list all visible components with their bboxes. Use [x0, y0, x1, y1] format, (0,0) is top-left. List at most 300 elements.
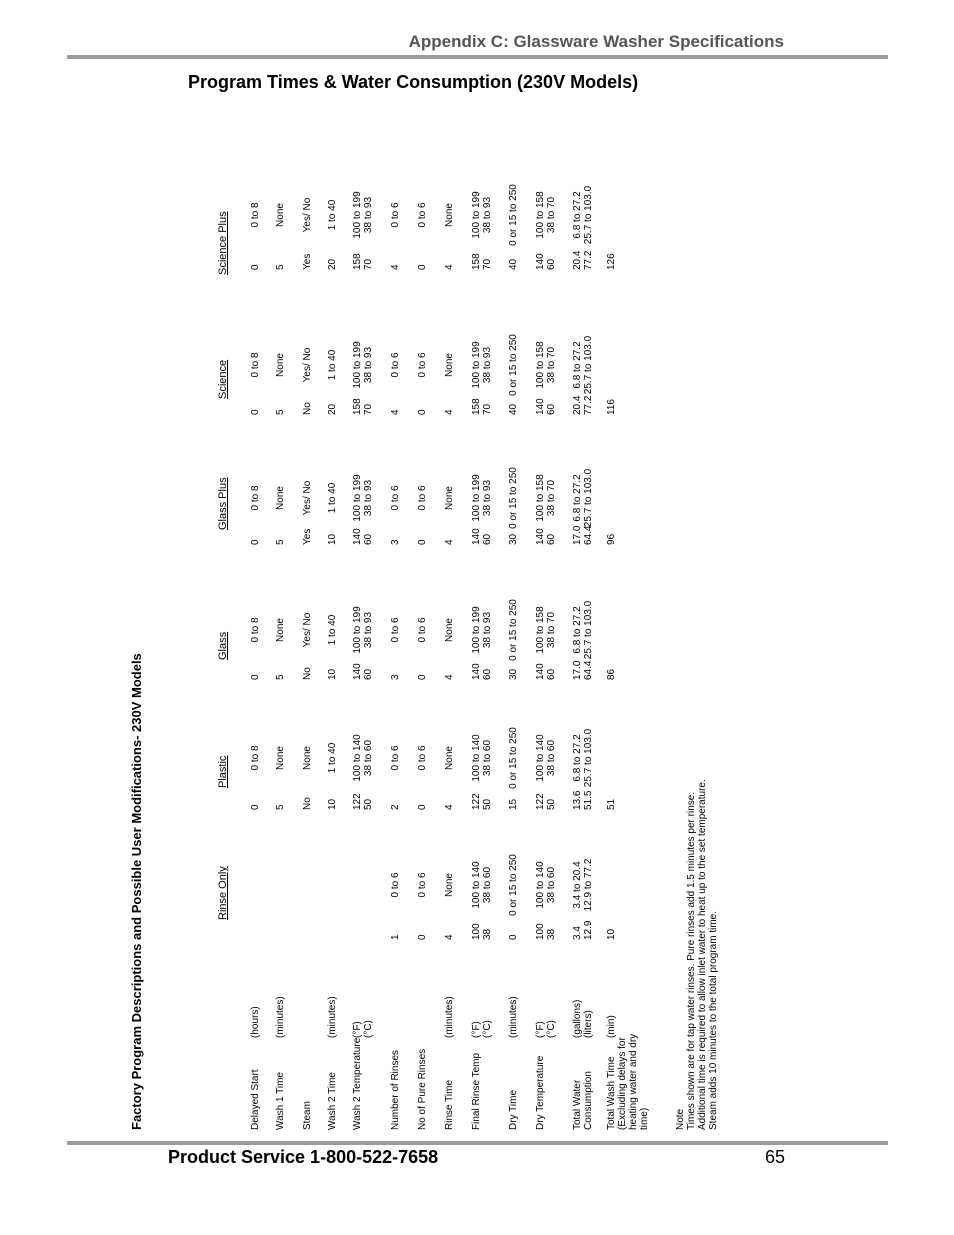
row-label: [508, 1090, 519, 1130]
adjustable-range: [327, 615, 338, 646]
row-unit-line: (°C): [482, 1020, 493, 1038]
default-value-line: 3.4: [572, 926, 583, 940]
adjustable-range-line: 0 to 6: [417, 352, 428, 378]
adjustable-range: [390, 352, 401, 377]
adjustable-range-line: 1 to 40: [327, 349, 338, 381]
page-title: Program Times & Water Consumption (230V Models): [188, 72, 639, 92]
default-value-line: 0: [250, 804, 261, 810]
default-value: [535, 528, 557, 545]
default-value: [250, 409, 261, 415]
adjustable-range: [508, 467, 519, 529]
adjustable-range-line: 38 to 93: [363, 479, 374, 517]
adjustable-range: [327, 483, 338, 514]
row-unit-line: (minutes): [327, 996, 338, 1038]
adjustable-range-line: 6.8 to 27.2: [572, 474, 583, 522]
default-value: [444, 804, 455, 810]
adjustable-range-line: 100 to 158: [535, 606, 546, 654]
default-value: [327, 534, 338, 545]
adjustable-range-line: 100 to 199: [352, 606, 363, 654]
default-value: [417, 804, 428, 810]
default-value: [275, 409, 286, 415]
row-unit-line: (min): [606, 1015, 617, 1038]
adjustable-range-line: 0 to 6: [390, 617, 401, 643]
adjustable-range-line: 0 or 15 to 250: [508, 334, 519, 396]
adjustable-range: [535, 861, 557, 908]
default-value: [606, 399, 617, 415]
default-value: [327, 669, 338, 680]
row-label-line: Wash 2 Temperature: [352, 1037, 363, 1130]
adjustable-range-line: 38 to 60: [482, 739, 493, 777]
default-value-line: 77.2: [583, 395, 594, 415]
row-unit-line: (minutes): [275, 996, 286, 1038]
default-value-line: 10: [327, 668, 338, 680]
adjustable-range: [471, 734, 493, 781]
default-value-line: Yes: [302, 253, 313, 270]
row-label-line: time): [639, 1107, 650, 1130]
default-value: [535, 663, 557, 680]
adjustable-range-line: 100 to 199: [471, 474, 482, 522]
default-value-line: 40: [508, 403, 519, 415]
adjustable-range: [352, 474, 374, 521]
adjustable-range: [275, 203, 286, 227]
default-value: [327, 799, 338, 810]
default-value: [390, 539, 401, 545]
default-value: [444, 409, 455, 415]
adjustable-range-line: 6.8 to 27.2: [572, 606, 583, 654]
row-unit-line: (hours): [250, 1006, 261, 1038]
default-value-line: 50: [363, 798, 374, 810]
adjustable-range-line: 38 to 70: [546, 479, 557, 517]
default-value-line: 15: [508, 798, 519, 810]
adjustable-range-line: 0 or 15 to 250: [508, 727, 519, 789]
note-heading: Note: [675, 1108, 686, 1130]
adjustable-range-line: 0 to 6: [417, 202, 428, 228]
row-unit-line: (°F): [535, 1021, 546, 1038]
adjustable-range: [417, 202, 428, 227]
adjustable-range: [572, 601, 594, 659]
default-value-line: 4: [390, 409, 401, 415]
row-label-line: Total Water: [572, 1079, 583, 1130]
adjustable-range: [508, 854, 519, 916]
adjustable-range-line: 0 to 6: [417, 872, 428, 898]
default-value-line: 4: [444, 264, 455, 270]
adjustable-range: [275, 486, 286, 510]
program-header: Science: [217, 359, 229, 399]
adjustable-range-line: 38 to 70: [546, 196, 557, 234]
default-value-line: 2: [390, 804, 401, 810]
adjustable-range-line: None: [275, 353, 286, 377]
adjustable-range-line: 38 to 60: [363, 739, 374, 777]
program-header: Rinse Only: [217, 866, 229, 920]
adjustable-range-line: 0 or 15 to 250: [508, 854, 519, 916]
default-value-line: 4: [444, 804, 455, 810]
adjustable-range: [275, 353, 286, 377]
adjustable-range-line: None: [444, 486, 455, 510]
adjustable-range-line: 0 to 6: [417, 485, 428, 511]
header-rule: [67, 55, 888, 59]
default-value-line: 5: [275, 409, 286, 415]
default-value: [352, 793, 374, 810]
default-value: [508, 934, 519, 940]
default-value: [572, 396, 594, 415]
default-value-line: 64.4: [583, 660, 594, 680]
adjustable-range: [535, 341, 557, 388]
adjustable-range-line: 0 to 8: [250, 617, 261, 643]
rotated-spec-table: [129, 184, 719, 1130]
adjustable-range: [417, 872, 428, 897]
adjustable-range-line: None: [444, 746, 455, 770]
default-value: [606, 253, 617, 270]
adjustable-range-line: 38 to 60: [482, 866, 493, 904]
default-value-line: 20.4: [572, 395, 583, 415]
default-value: [444, 264, 455, 270]
default-value-line: 4: [444, 674, 455, 680]
adjustable-range-line: 1 to 40: [327, 482, 338, 514]
adjustable-range-line: 0 to 8: [250, 485, 261, 511]
default-value-line: 4: [444, 934, 455, 940]
default-value-line: 122: [471, 793, 482, 810]
row-label: [471, 1053, 482, 1130]
default-value-line: 60: [546, 668, 557, 680]
default-value-line: 0: [417, 264, 428, 270]
adjustable-range-line: None: [444, 353, 455, 377]
row-label: [444, 1080, 455, 1130]
row-label-line: Wash 2 Time: [327, 1072, 338, 1130]
default-value: [606, 929, 617, 940]
adjustable-range: [572, 336, 594, 394]
default-value: [327, 259, 338, 270]
row-label-line: Steam: [302, 1101, 313, 1130]
default-value: [352, 398, 374, 415]
default-value-line: 5: [275, 804, 286, 810]
adjustable-range: [390, 745, 401, 770]
adjustable-range-line: 6.8 to 27.2: [572, 191, 583, 239]
row-unit-line: (liters): [583, 1010, 594, 1038]
adjustable-range: [508, 184, 519, 246]
default-value-line: 4: [390, 264, 401, 270]
row-unit-line: (gallons): [572, 999, 583, 1038]
default-value-line: 140: [535, 663, 546, 680]
row-unit-line: (°F): [352, 1021, 363, 1038]
footer-rule: [67, 1141, 888, 1145]
default-value-line: 3: [390, 539, 401, 545]
row-unit: [508, 996, 519, 1038]
default-value-line: 30: [508, 668, 519, 680]
default-value-line: 10: [327, 798, 338, 810]
row-label-line: heating water and dry: [628, 1033, 639, 1130]
adjustable-range-line: 38 to 93: [363, 196, 374, 234]
default-value-line: 140: [352, 528, 363, 545]
adjustable-range: [352, 606, 374, 653]
adjustable-range-line: 0 to 6: [417, 745, 428, 771]
adjustable-range-line: 1 to 40: [327, 199, 338, 231]
adjustable-range: [352, 734, 374, 781]
adjustable-range-line: 1 to 40: [327, 742, 338, 774]
adjustable-range: [250, 485, 261, 510]
adjustable-range: [572, 186, 594, 244]
default-value: [250, 674, 261, 680]
default-value-line: 140: [535, 398, 546, 415]
adjustable-range-line: 0 to 8: [250, 745, 261, 771]
default-value: [572, 791, 594, 810]
default-value: [390, 409, 401, 415]
adjustable-range: [390, 617, 401, 642]
default-value-line: 86: [606, 668, 617, 680]
adjustable-range: [390, 485, 401, 510]
default-value-line: 4: [444, 409, 455, 415]
adjustable-range-line: 100 to 140: [352, 734, 363, 782]
adjustable-range: [302, 198, 313, 233]
adjustable-range: [302, 481, 313, 516]
adjustable-range: [535, 734, 557, 781]
default-value: [275, 674, 286, 680]
default-value-line: No: [302, 402, 313, 415]
adjustable-range: [471, 861, 493, 908]
row-label: [275, 1072, 286, 1130]
default-value: [417, 264, 428, 270]
default-value-line: 10: [606, 928, 617, 940]
adjustable-range: [250, 617, 261, 642]
row-label-line: Dry Temperature: [535, 1055, 546, 1130]
default-value: [535, 253, 557, 270]
row-unit-line: (°C): [363, 1020, 374, 1038]
adjustable-range: [352, 191, 374, 238]
adjustable-range-line: None: [444, 203, 455, 227]
adjustable-range-line: 0 or 15 to 250: [508, 599, 519, 661]
default-value-line: 96: [606, 533, 617, 545]
adjustable-range-line: Yes/ No: [302, 480, 313, 516]
note-line: Times shown are for tap water rinses. Pure rinses add 1.5 minutes per rinse.: [686, 791, 697, 1130]
default-value: [535, 398, 557, 415]
row-label: [327, 1072, 338, 1130]
row-unit: [444, 996, 455, 1038]
adjustable-range-line: 100 to 140: [471, 861, 482, 909]
default-value: [390, 804, 401, 810]
adjustable-range: [327, 200, 338, 231]
page-number: 65: [765, 1147, 786, 1167]
default-value-line: 0: [250, 264, 261, 270]
row-label: [250, 1069, 261, 1130]
adjustable-range: [250, 202, 261, 227]
default-value-line: 70: [363, 258, 374, 270]
row-label-line: No of Pure Rinses: [417, 1048, 428, 1130]
default-value-line: 70: [363, 403, 374, 415]
adjustable-range-line: 0 to 6: [390, 745, 401, 771]
default-value-line: 122: [352, 793, 363, 810]
adjustable-range-line: 0 to 6: [417, 617, 428, 643]
default-value-line: 158: [471, 398, 482, 415]
adjustable-range-line: Yes/ No: [302, 197, 313, 233]
default-value: [275, 264, 286, 270]
adjustable-range-line: 0 to 6: [390, 202, 401, 228]
adjustable-range-line: None: [275, 203, 286, 227]
default-value-line: 20: [327, 258, 338, 270]
default-value: [444, 934, 455, 940]
default-value: [275, 804, 286, 810]
adjustable-range-line: None: [275, 618, 286, 642]
row-unit: [535, 1020, 557, 1038]
default-value-line: 40: [508, 258, 519, 270]
default-value-line: 4: [444, 539, 455, 545]
default-value: [471, 253, 493, 270]
default-value-line: 60: [546, 533, 557, 545]
default-value-line: 38: [546, 928, 557, 940]
adjustable-range: [444, 353, 455, 377]
default-value: [250, 539, 261, 545]
adjustable-range: [444, 618, 455, 642]
default-value: [302, 402, 313, 415]
adjustable-range-line: 38 to 70: [546, 611, 557, 649]
default-value: [471, 793, 493, 810]
default-value-line: 5: [275, 264, 286, 270]
default-value-line: 140: [471, 528, 482, 545]
adjustable-range: [444, 746, 455, 770]
default-value: [302, 797, 313, 810]
row-unit: [250, 1006, 261, 1038]
adjustable-range-line: 38 to 60: [546, 739, 557, 777]
default-value-line: No: [302, 667, 313, 680]
row-unit: [275, 996, 286, 1038]
default-value: [606, 799, 617, 810]
adjustable-range: [250, 352, 261, 377]
product-service-phone: Product Service 1-800-522-7658: [168, 1147, 439, 1167]
adjustable-range: [417, 617, 428, 642]
default-value-line: 10: [327, 533, 338, 545]
default-value-line: No: [302, 797, 313, 810]
default-value-line: 140: [352, 663, 363, 680]
default-value: [572, 921, 594, 940]
adjustable-range: [250, 745, 261, 770]
default-value-line: 17.0: [572, 660, 583, 680]
adjustable-range: [471, 191, 493, 238]
adjustable-range: [444, 203, 455, 227]
adjustable-range: [327, 350, 338, 381]
row-label: [535, 1056, 546, 1130]
adjustable-range-line: 12.9 to 77.2: [583, 858, 594, 912]
adjustable-range-line: 100 to 199: [471, 191, 482, 239]
default-value: [535, 923, 557, 940]
adjustable-range-line: 100 to 140: [471, 734, 482, 782]
adjustable-range: [417, 352, 428, 377]
adjustable-range-line: 100 to 199: [352, 474, 363, 522]
section-title: Appendix C: Glassware Washer Specifications: [408, 32, 784, 51]
row-unit-line: (minutes): [508, 996, 519, 1038]
adjustable-range-line: 38 to 93: [482, 611, 493, 649]
adjustable-range-line: 38 to 93: [363, 346, 374, 384]
adjustable-range: [471, 341, 493, 388]
adjustable-range: [535, 606, 557, 653]
default-value: [352, 528, 374, 545]
adjustable-range-line: 38 to 93: [482, 196, 493, 234]
default-value-line: 158: [352, 398, 363, 415]
program-header: Plastic: [217, 755, 229, 788]
default-value: [572, 526, 594, 545]
adjustable-range-line: 100 to 140: [535, 861, 546, 909]
row-label-line: Rinse Time: [444, 1079, 455, 1130]
adjustable-range: [535, 474, 557, 521]
default-value-line: 38: [482, 928, 493, 940]
adjustable-range: [444, 486, 455, 510]
default-value-line: 140: [471, 663, 482, 680]
adjustable-range: [327, 743, 338, 774]
default-value: [606, 669, 617, 680]
row-label: [606, 1034, 650, 1130]
default-value-line: 20: [327, 403, 338, 415]
adjustable-range-line: 6.8 to 27.2: [572, 341, 583, 389]
adjustable-range-line: None: [302, 746, 313, 770]
program-header: Science Plus: [217, 211, 229, 275]
default-value: [508, 404, 519, 415]
row-unit: [327, 996, 338, 1038]
adjustable-range: [275, 618, 286, 642]
default-value-line: 50: [482, 798, 493, 810]
default-value-line: 0: [417, 539, 428, 545]
adjustable-range-line: 38 to 93: [363, 611, 374, 649]
default-value: [352, 253, 374, 270]
default-value-line: 51: [606, 798, 617, 810]
default-value-line: 0: [417, 934, 428, 940]
adjustable-range-line: 38 to 93: [482, 479, 493, 517]
adjustable-range-line: Yes/ No: [302, 612, 313, 648]
adjustable-range-line: 25.7 to 103.0: [583, 728, 594, 788]
table-title: Factory Program Descriptions and Possible User Modifications- 230V Models: [129, 653, 144, 1130]
row-unit: [352, 1020, 374, 1038]
adjustable-range-line: 38 to 70: [546, 346, 557, 384]
adjustable-range-line: 0 to 6: [390, 485, 401, 511]
adjustable-range-line: 0 to 8: [250, 202, 261, 228]
default-value: [508, 534, 519, 545]
adjustable-range: [352, 341, 374, 388]
default-value-line: 60: [363, 533, 374, 545]
adjustable-range-line: 100 to 158: [535, 341, 546, 389]
adjustable-range-line: 25.7 to 103.0: [583, 335, 594, 395]
default-value-line: 51.5: [583, 790, 594, 810]
default-value-line: 0: [508, 934, 519, 940]
default-value-line: 50: [546, 798, 557, 810]
default-value: [390, 674, 401, 680]
adjustable-range: [302, 613, 313, 648]
adjustable-range-line: 0 to 6: [390, 352, 401, 378]
adjustable-range: [508, 334, 519, 396]
adjustable-range-line: None: [275, 746, 286, 770]
default-value-line: 158: [471, 253, 482, 270]
adjustable-range-line: 0 or 15 to 250: [508, 467, 519, 529]
default-value-line: 140: [535, 528, 546, 545]
adjustable-range-line: 0 or 15 to 250: [508, 184, 519, 246]
row-label: [302, 1101, 313, 1130]
note-line: Steam adds 10 minutes to the total program time.: [708, 911, 719, 1130]
default-value-line: 100: [535, 923, 546, 940]
default-value: [444, 539, 455, 545]
default-value-line: 20.4: [572, 250, 583, 270]
adjustable-range-line: 1 to 40: [327, 614, 338, 646]
note-line: Additional time is required to allow inlet water to heat up to the set temperature.: [697, 779, 708, 1130]
default-value-line: 77.2: [583, 250, 594, 270]
adjustable-range: [275, 746, 286, 770]
adjustable-range-line: 3.4 to 20.4: [572, 861, 583, 909]
adjustable-range: [390, 202, 401, 227]
adjustable-range-line: None: [275, 486, 286, 510]
default-value-line: 70: [482, 403, 493, 415]
default-value-line: 100: [471, 923, 482, 940]
adjustable-range: [417, 485, 428, 510]
default-value: [302, 667, 313, 680]
adjustable-range-line: 38 to 93: [482, 346, 493, 384]
default-value-line: 0: [417, 804, 428, 810]
row-label-line: Consumption: [583, 1071, 594, 1130]
row-label-line: Wash 1 Time: [275, 1072, 286, 1130]
default-value: [508, 259, 519, 270]
